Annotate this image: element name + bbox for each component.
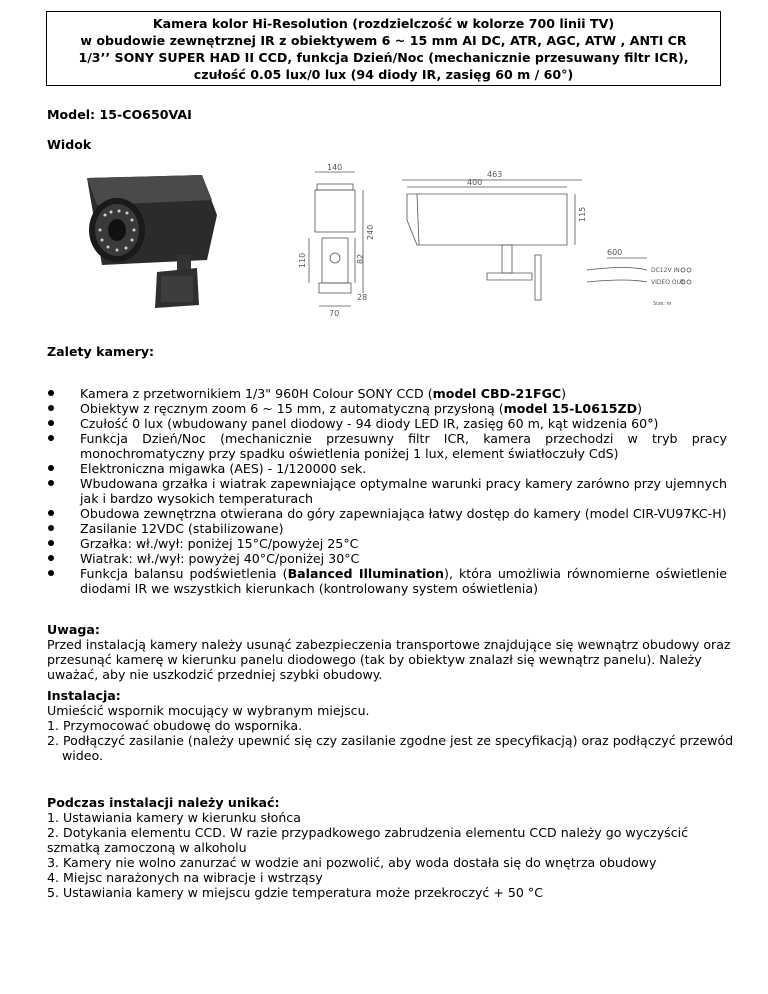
avoid-item: 2. Dotykania elementu CCD. W razie przypadkowego zabrudzenia elementu CCD należy go wyczyścić szmatką zamoczoną w alkoholu <box>47 825 689 855</box>
title-line: Kamera kolor Hi-Resolution (rozdzielczość w kolorze 700 linii TV) <box>152 16 615 31</box>
avoid-section <box>47 795 737 900</box>
dim-side-body: 400 <box>467 178 483 187</box>
installation-step: 1. Przymocować obudowę do wspornika. <box>47 718 303 733</box>
bullet-icon <box>48 555 54 561</box>
dim-side-height: 115 <box>578 206 587 222</box>
installation-section <box>47 688 737 763</box>
size-note: Size: m <box>653 301 672 307</box>
features-list <box>47 386 727 596</box>
dim-front-height: 240 <box>366 224 375 240</box>
product-figures <box>47 160 727 330</box>
installation-step: 2. Podłączyć zasilanie (należy upewnić się czy zasilanie zgodne jest ze specyfikacją) oraz podłączyć przewód wideo. <box>47 733 734 763</box>
model-label: Model: 15-CO650VAI <box>47 107 192 122</box>
dim-cable: 600 <box>607 248 623 257</box>
cable-label-power: DC12V IN <box>651 267 680 274</box>
installation-intro: Umieścić wspornik mocujący w wybranym miejscu. <box>47 703 370 718</box>
dim-82: 82 <box>356 253 365 264</box>
list-item: Obiektyw z ręcznym zoom 6 ~ 15 mm, z automatyczną przysłoną (model 15-L0615ZD) <box>47 401 727 416</box>
bullet-icon <box>48 525 54 531</box>
dim-front-width: 140 <box>327 163 343 172</box>
dim-110: 110 <box>298 252 307 268</box>
list-item: Grzałka: wł./wył: poniżej 15°C/powyżej 25°C <box>47 536 727 551</box>
warning-heading: Uwaga: <box>47 622 100 637</box>
bullet-icon <box>48 510 54 516</box>
title-box <box>46 11 721 86</box>
list-item: Wiatrak: wł./wył: powyżej 40°C/poniżej 30°C <box>47 551 727 566</box>
list-item: Wbudowana grzałka i wiatrak zapewniające optymalne warunki pracy kamery zarówno przy ujemnych jak i bardzo wysokich temperaturach <box>47 476 727 506</box>
avoid-item: 5. Ustawiania kamery w miejscu gdzie temperatura może przekroczyć + 50 °C <box>47 885 544 900</box>
avoid-heading: Podczas instalacji należy unikać: <box>47 795 280 810</box>
list-item: Funkcja balansu podświetlenia (Balanced Illumination), która umożliwia równomierne oświetlenie diodami IR we wszystkich kierunkach (kontrolowany system oświetlenia) <box>47 566 727 596</box>
camera-photo <box>87 175 217 308</box>
avoid-item: 1. Ustawiania kamery w kierunku słońca <box>47 810 301 825</box>
list-item: Czułość 0 lux (wbudowany panel diodowy - 94 diody LED IR, zasięg 60 m, kąt widzenia 60°) <box>47 416 727 431</box>
bullet-icon <box>48 570 54 576</box>
bullet-icon <box>48 420 54 426</box>
title-line: czułość 0.05 lux/0 lux (94 diody IR, zasięg 60 m / 60°) <box>193 67 574 82</box>
list-item: Obudowa zewnętrzna otwierana do góry zapewniająca łatwy dostęp do kamery (model CIR-VU97KC-H) <box>47 506 727 521</box>
bullet-icon <box>48 465 54 471</box>
front-view-drawing <box>309 172 363 306</box>
warning-section <box>47 622 737 682</box>
warning-text: Przed instalacją kamery należy usunąć zabezpieczenia transportowe znajdujące się wewnątrz obudowy oraz przesunąć kamerę w kierunku panelu diodowego (tak by obiektyw znalazł się wewnątrz panelu). Należy uważać, aby nie uszkodzić przedniej szybki obudowy. <box>47 637 731 682</box>
installation-heading: Instalacja: <box>47 688 121 703</box>
avoid-item: 4. Miejsc narażonych na wibracje i wstrząsy <box>47 870 323 885</box>
title-line: 1/3’’ SONY SUPER HAD II CCD, funkcja Dzień/Noc (mechanicznie przesuwany filtr ICR), <box>78 50 689 65</box>
bullet-icon <box>48 540 54 546</box>
dim-28: 28 <box>357 293 368 302</box>
side-view-drawing <box>402 180 647 300</box>
list-item: Funkcja Dzień/Noc (mechanicznie przesuwny filtr ICR, kamera przechodzi w tryb pracy monochromatyczny przy spadku oświetlenia poniżej 1 lux, element światłoczuły CdS) <box>47 431 727 461</box>
list-item: Elektroniczna migawka (AES) - 1/120000 sek. <box>47 461 727 476</box>
bullet-icon <box>48 405 54 411</box>
features-heading: Zalety kamery: <box>47 344 155 359</box>
avoid-item: 3. Kamery nie wolno zanurzać w wodzie ani pozwolić, aby woda dostała się do wnętrza obudowy <box>47 855 657 870</box>
cable-label-video: VIDEO OUT <box>651 279 685 286</box>
dim-side-total: 463 <box>487 170 503 179</box>
bullet-icon <box>48 435 54 441</box>
dim-70: 70 <box>329 309 340 318</box>
view-heading: Widok <box>47 137 92 152</box>
bullet-icon <box>48 480 54 486</box>
bullet-icon <box>48 390 54 396</box>
list-item: Zasilanie 12VDC (stabilizowane) <box>47 521 727 536</box>
list-item: Kamera z przetwornikiem 1/3" 960H Colour SONY CCD (model CBD-21FGC) <box>47 386 727 401</box>
title-line: w obudowie zewnętrznej IR z obiektywem 6 ~ 15 mm AI DC, ATR, AGC, ATW , ANTI CR <box>80 33 687 48</box>
